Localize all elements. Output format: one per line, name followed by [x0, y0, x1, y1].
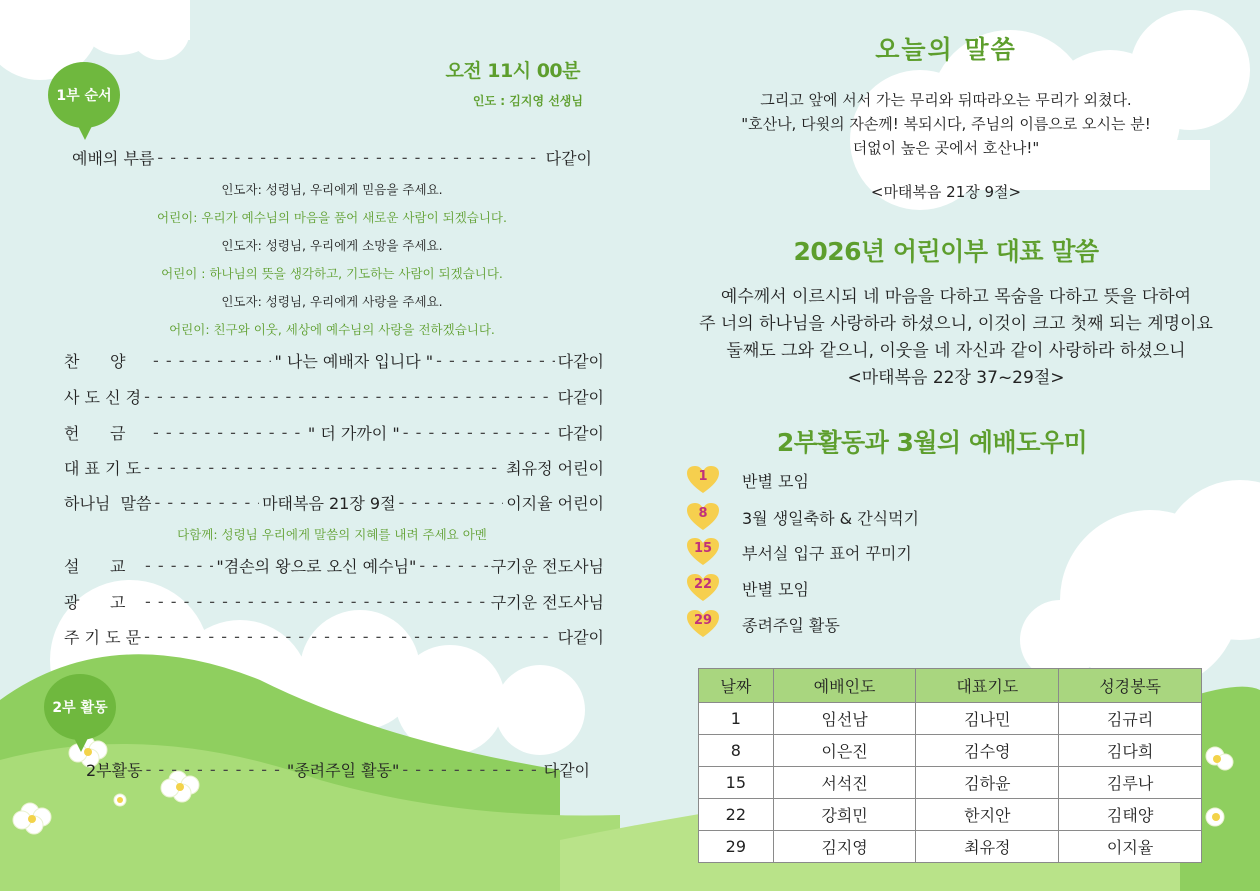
verse-line: 더없이 높은 곳에서 호산나!" [852, 139, 1040, 157]
activity-label: 부서실 입구 표어 꾸미기 [742, 543, 912, 563]
leader-dashes [145, 556, 213, 575]
table-row [699, 831, 1202, 863]
response-child-3: 어린이: 친구와 이웃, 세상에 예수님의 사랑을 전하겠습니다. [169, 322, 495, 337]
order-label: 광 고 [64, 592, 126, 612]
table-cell: 1 [699, 703, 774, 735]
order-title: 마태복음 21장 9절 [262, 493, 396, 513]
verse-line: 주 너의 하나님을 사랑하라 하셨으니, 이것이 크고 첫째 되는 계명이요 [699, 314, 1213, 334]
order-label: 주 기 도 문 [64, 627, 142, 647]
table-cell: 서석진 [773, 767, 916, 799]
table-header: 예배인도 [773, 669, 916, 703]
verse-reference: <마태복음 21장 9절> [870, 183, 1022, 201]
table-header-row [699, 669, 1202, 703]
table-cell: 임선남 [773, 703, 916, 735]
order-title: "겸손의 왕으로 오신 예수님" [216, 556, 417, 576]
table-header: 대표기도 [916, 669, 1059, 703]
part2-activity-row [86, 757, 590, 781]
heart-icon [686, 537, 720, 567]
activity-day: 1 [698, 469, 708, 484]
order-title: " 나는 예배자 입니다 " [274, 351, 434, 371]
order-row-lords-prayer [64, 624, 604, 648]
response-leader-2: 인도자: 성령님, 우리에게 소망을 주세요. [221, 238, 443, 253]
table-cell: 김지영 [773, 831, 916, 863]
table-row [699, 703, 1202, 735]
table-header: 날짜 [699, 669, 774, 703]
service-time: 오전 11시 00분 [445, 60, 580, 82]
table-cell: 김다희 [1059, 735, 1202, 767]
heart-icon [686, 609, 720, 639]
order-performer: 다같이 [543, 760, 591, 780]
table-cell: 김수영 [916, 735, 1059, 767]
order-label: 2부활동 [86, 760, 143, 780]
leader-dashes [402, 760, 540, 779]
part2-badge [44, 674, 116, 740]
activity-item [686, 573, 809, 603]
year-word-text [656, 284, 1256, 392]
table-cell: 8 [699, 735, 774, 767]
heart-icon [686, 465, 720, 495]
order-performer: 이지율 어린이 [506, 493, 605, 513]
order-row-creed [64, 384, 604, 408]
activity-label: 반별 모임 [742, 471, 809, 491]
activity-item [686, 537, 912, 567]
leader-dashes [153, 423, 305, 442]
part1-badge [48, 62, 120, 128]
order-row-hymn [64, 348, 604, 372]
todays-word-title: 오늘의 말씀 [875, 35, 1017, 64]
table-cell: 김태양 [1059, 799, 1202, 831]
verse-line: "호산나, 다윗의 자손께! 복되시다, 주님의 이름으로 오시는 분! [741, 115, 1151, 133]
activity-title: 2부활동과 3월의 예배도우미 [776, 428, 1088, 457]
todays-word-text [646, 88, 1246, 204]
leader-dashes [144, 387, 555, 406]
leader-dashes [144, 627, 555, 646]
leader-dashes [399, 493, 504, 512]
table-cell: 15 [699, 767, 774, 799]
duty-table [698, 668, 1202, 863]
activity-day: 29 [693, 613, 713, 628]
order-performer: 다같이 [557, 387, 604, 407]
part2-badge-label: 2부 활동 [52, 700, 108, 716]
part1-badge-label: 1부 순서 [56, 88, 112, 104]
activity-day: 15 [693, 541, 713, 556]
order-row-offering [64, 420, 604, 444]
verse-line: 둘째도 그와 같으니, 이웃을 네 자신과 같이 사랑하라 하셨으니 [726, 341, 1186, 361]
order-row-announcements [64, 589, 604, 613]
heart-icon [686, 573, 720, 603]
verse-reference: <마태복음 22장 37~29절> [847, 368, 1065, 388]
order-performer: 다같이 [545, 148, 592, 168]
order-performer: 다같이 [557, 351, 604, 371]
response-leader-1: 인도자: 성령님, 우리에게 믿음을 주세요. [221, 182, 443, 197]
table-cell: 최유정 [916, 831, 1059, 863]
table-cell: 김규리 [1059, 703, 1202, 735]
leader-dashes [154, 493, 259, 512]
order-row-call [72, 145, 592, 169]
order-performer: 구기운 전도사님 [490, 556, 604, 576]
leader-dashes [419, 556, 487, 575]
activity-label: 3월 생일축하 & 간식먹기 [742, 508, 920, 528]
order-row-sermon [64, 553, 604, 577]
table-cell: 이은진 [773, 735, 916, 767]
table-row [699, 735, 1202, 767]
order-label: 대 표 기 도 [64, 458, 142, 478]
activity-day: 22 [693, 577, 713, 592]
activity-label: 종려주일 활동 [742, 615, 840, 635]
order-label: 예배의 부름 [72, 148, 155, 168]
order-performer: 최유정 어린이 [506, 458, 604, 478]
order-label: 하나님 말씀 [64, 493, 152, 513]
table-cell: 김루나 [1059, 767, 1202, 799]
together-prayer: 다함께: 성령님 우리에게 말씀의 지혜를 내려 주세요 아멘 [177, 527, 487, 542]
leader-dashes [144, 458, 503, 477]
table-cell: 김하윤 [916, 767, 1059, 799]
heart-icon [686, 502, 720, 532]
verse-line: 그리고 앞에 서서 가는 무리와 뒤따라오는 무리가 외쳤다. [760, 91, 1132, 109]
table-cell: 22 [699, 799, 774, 831]
table-cell: 한지안 [916, 799, 1059, 831]
order-row-scripture [64, 490, 604, 514]
order-label: 찬 양 [64, 351, 126, 371]
activity-item [686, 465, 809, 495]
leader-dashes [153, 351, 271, 370]
leader-dashes [145, 592, 488, 611]
order-label: 헌 금 [64, 423, 126, 443]
table-cell: 강희민 [773, 799, 916, 831]
verse-line: 예수께서 이르시되 네 마음을 다하고 목숨을 다하고 뜻을 다하여 [720, 287, 1192, 307]
response-child-1: 어린이: 우리가 예수님의 마음을 품어 새로운 사람이 되겠습니다. [157, 210, 507, 225]
leader-dashes [146, 760, 284, 779]
table-row [699, 767, 1202, 799]
table-cell: 이지율 [1059, 831, 1202, 863]
activity-item [686, 609, 840, 639]
activity-item [686, 502, 919, 532]
leader-dashes [436, 351, 554, 370]
order-performer: 다같이 [557, 423, 604, 443]
table-row [699, 799, 1202, 831]
response-child-2: 어린이 : 하나님의 뜻을 생각하고, 기도하는 사람이 되겠습니다. [161, 266, 503, 281]
service-leader: 인도 : 김지영 선생님 [472, 94, 583, 108]
order-performer: 구기운 전도사님 [490, 592, 604, 612]
response-leader-3: 인도자: 성령님, 우리에게 사랑을 주세요. [221, 294, 443, 309]
order-title: "종려주일 활동" [286, 760, 400, 780]
leader-dashes [403, 423, 555, 442]
activity-label: 반별 모임 [742, 579, 809, 599]
table-header: 성경봉독 [1059, 669, 1202, 703]
year-word-title: 2026년 어린이부 대표 말씀 [793, 237, 1099, 266]
order-label: 사 도 신 경 [64, 387, 142, 407]
table-cell: 29 [699, 831, 774, 863]
table-cell: 김나민 [916, 703, 1059, 735]
order-row-prayer [64, 455, 604, 479]
leader-dashes [157, 148, 542, 167]
activity-day: 8 [698, 506, 708, 521]
order-label: 설 교 [64, 556, 126, 576]
order-performer: 다같이 [557, 627, 604, 647]
order-title: " 더 가까이 " [307, 423, 400, 443]
